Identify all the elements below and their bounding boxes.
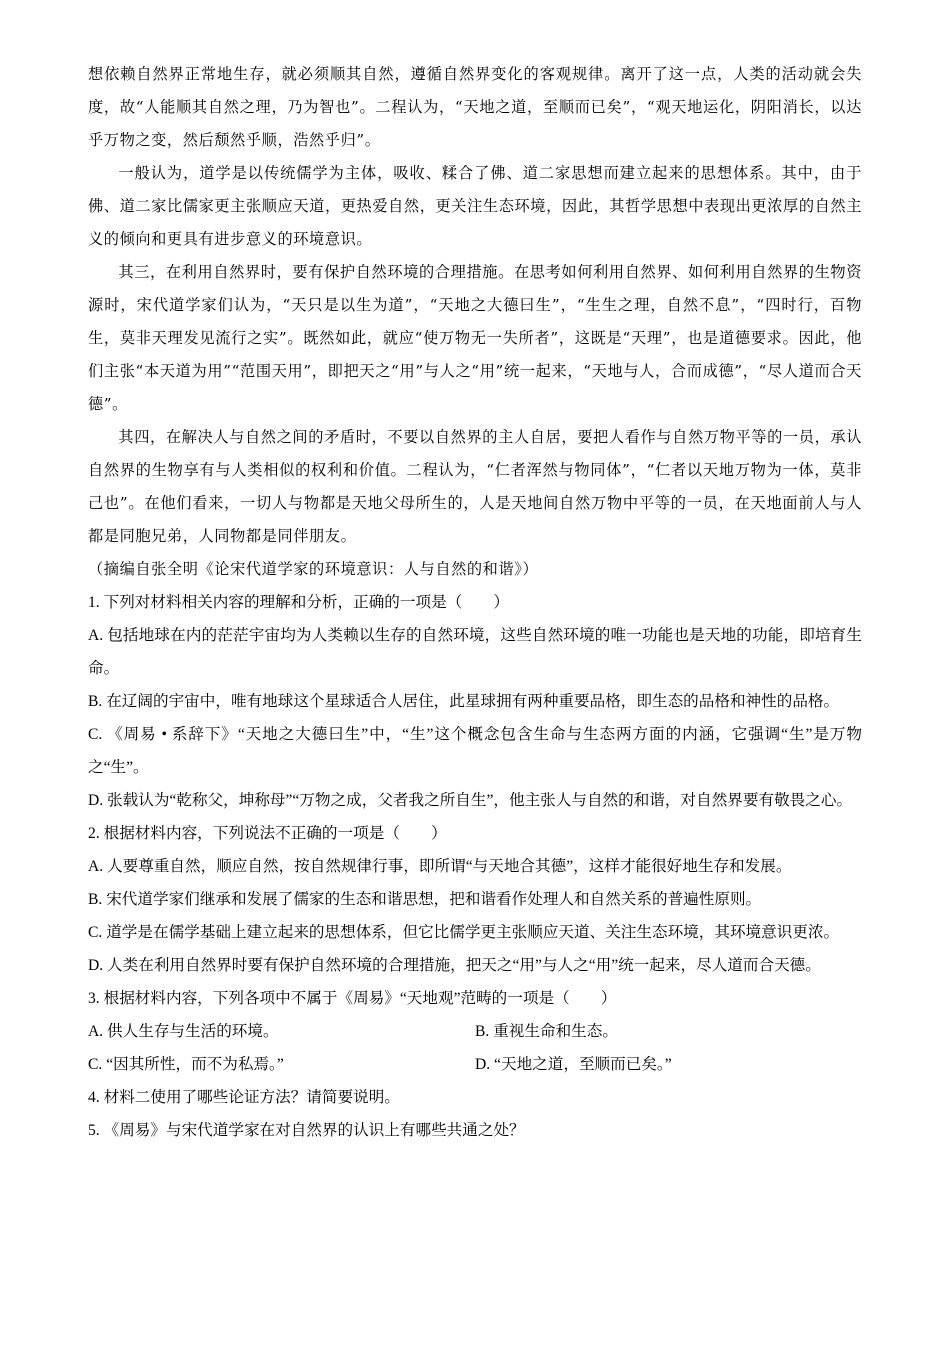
option-row bbox=[88, 1048, 862, 1081]
reading-passage bbox=[88, 58, 862, 586]
passage-paragraph: 其四，在解决人与自然之间的矛盾时，不要以自然界的主人自居，要把人看作与自然万物平等的一员，承认自然界的生物享有与人类相似的权利和价值。二程认为，“仁者浑然与物同体”，“仁者以天地万物为一体，莫非己也”。在他们看来，一切人与物都是天地父母所生的，人是天地间自然万物中平等的一员，在天地面前人与人都是同胞兄弟，人同物都是同伴朋友。 bbox=[88, 428, 862, 545]
question-stem: 3. 根据材料内容，下列各项中不属于《周易》“天地观”范畴的一项是（ ） bbox=[88, 990, 617, 1007]
option-c: C. “因其所性，而不为私焉。” bbox=[88, 1056, 284, 1073]
option-a: A. 人要尊重自然，顺应自然，按自然规律行事，即所谓“与天地合其德”，这样才能很好地生存和发展。 bbox=[88, 858, 792, 875]
question-stem: 1. 下列对材料相关内容的理解和分析，正确的一项是（ ） bbox=[88, 594, 510, 611]
question-2 bbox=[88, 817, 862, 982]
option-a: A. 供人生存与生活的环境。 bbox=[88, 1023, 279, 1040]
option-row bbox=[88, 1015, 862, 1048]
option-b: B. 重视生命和生态。 bbox=[475, 1023, 618, 1040]
option-a: A. 包括地球在内的茫茫宇宙均为人类赖以生存的自然环境，这些自然环境的唯一功能也是天地的功能，即培育生命。 bbox=[88, 627, 862, 677]
option-d: D. “天地之道，至顺而已矣。” bbox=[475, 1056, 672, 1073]
passage-source: （摘编自张全明《论宋代道学家的环境意识：人与自然的和谐》） bbox=[88, 560, 539, 578]
option-c: C. 道学是在儒学基础上建立起来的思想体系，但它比儒学更主张顺应天道、关注生态环境，其环境意识更浓。 bbox=[88, 924, 840, 941]
option-b: B. 宋代道学家们继承和发展了儒家的生态和谐思想，把和谐看作处理人和自然关系的普遍性原则。 bbox=[88, 891, 762, 908]
question-list bbox=[88, 586, 862, 1147]
option-c: C. 《周易 • 系辞下》“天地之大德曰生”中，“生”这个概念包含生命与生态两方面的内涵，它强调“生”是万物之“生”。 bbox=[88, 726, 862, 776]
question-4 bbox=[88, 1081, 862, 1114]
question-stem: 2. 根据材料内容，下列说法不正确的一项是（ ） bbox=[88, 825, 447, 842]
question-3 bbox=[88, 982, 862, 1081]
question-stem: 4. 材料二使用了哪些论证方法？请简要说明。 bbox=[88, 1089, 400, 1106]
question-1 bbox=[88, 586, 862, 817]
option-d: D. 张载认为“乾称父，坤称母”“万物之成，父者我之所自生”，他主张人与自然的和谐，对自然界要有敬畏之心。 bbox=[88, 792, 853, 809]
passage-paragraph: 一般认为，道学是以传统儒学为主体，吸收、糅合了佛、道二家思想而建立起来的思想体系。其中，由于佛、道二家比儒家更主张顺应天道，更热爱自然，更关注生态环境，因此，其哲学思想中表现出更浓厚的自然主义的倾向和更具有进步意义的环境意识。 bbox=[88, 164, 862, 248]
passage-paragraph: 其三，在利用自然界时，要有保护自然环境的合理措施。在思考如何利用自然界、如何利用自然界的生物资源时，宋代道学家们认为，“天只是以生为道”，“天地之大德曰生”，“生生之理，自然不息”，“四时行，百物生，莫非天理发见流行之实”。既然如此，就应“使万物无一失所者”，这既是“天理”，也是道德要求。因此，他们主张“本天道为用”“范围天用”，即把天之“用”与人之“用”统一起来，“天地与人，合而成德”，“尽人道而合天德”。 bbox=[88, 263, 862, 413]
option-d: D. 人类在利用自然界时要有保护自然环境的合理措施，把天之“用”与人之“用”统一起来，尽人道而合天德。 bbox=[88, 957, 821, 974]
question-stem: 5. 《周易》与宋代道学家在对自然界的认识上有哪些共通之处？ bbox=[88, 1122, 525, 1139]
passage-paragraph: 想依赖自然界正常地生存，就必须顺其自然，遵循自然界变化的客观规律。离开了这一点，人类的活动就会失度，故“人能顺其自然之理，乃为智也”。二程认为，“天地之道，至顺而已矣”，“观天地运化，阴阳消长，以达乎万物之变，然后颓然乎顺，浩然乎归”。 bbox=[88, 65, 862, 149]
option-b: B. 在辽阔的宇宙中，唯有地球这个星球适合人居住，此星球拥有两种重要品格，即生态的品格和神性的品格。 bbox=[88, 693, 840, 710]
question-5 bbox=[88, 1114, 862, 1147]
